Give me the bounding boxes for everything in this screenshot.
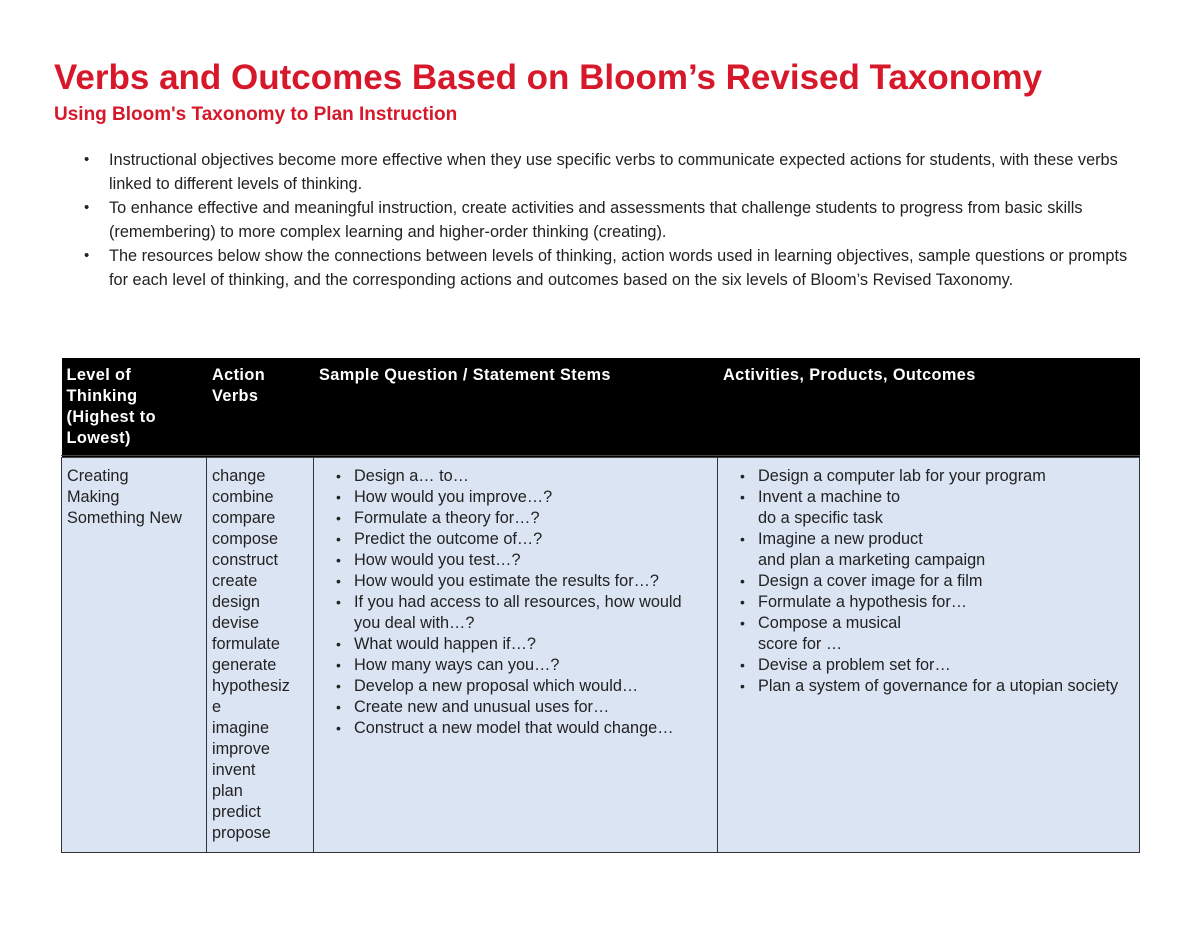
verb-item-text: design <box>212 593 260 611</box>
stem-item <box>319 676 712 697</box>
bullet-icon: • <box>740 594 745 610</box>
outcomes-cell <box>718 457 1140 853</box>
verb-item <box>212 571 308 592</box>
stem-item-text: How would you estimate the results for…? <box>354 572 659 590</box>
bullet-icon: • <box>336 720 341 736</box>
bullet-icon: • <box>84 151 90 168</box>
intro-bullet <box>78 244 1148 292</box>
verb-item <box>212 550 308 571</box>
verb-item-text: hypothesiz e <box>212 677 290 716</box>
header-verbs: Action Verbs <box>207 358 314 457</box>
verb-item <box>212 592 308 613</box>
stem-item <box>319 571 712 592</box>
bullet-icon: • <box>336 594 341 610</box>
bullet-icon: • <box>336 699 341 715</box>
verb-item-text: compare <box>212 509 276 527</box>
verb-item-text: create <box>212 572 258 590</box>
bloom-taxonomy-table <box>61 358 1140 853</box>
outcome-item <box>723 529 1134 571</box>
verb-item-text: propose <box>212 824 271 842</box>
stem-item <box>319 487 712 508</box>
verb-item <box>212 781 308 802</box>
intro-bullet-text: To enhance effective and meaningful instruction, create activities and assessments that challenge students to progress from basic skills (remembering) to more complex learning and higher-order thinking (creating). <box>109 199 1083 241</box>
page-subtitle: Using Bloom's Taxonomy to Plan Instruction <box>54 104 458 125</box>
bullet-icon: • <box>336 657 341 673</box>
stem-item <box>319 529 712 550</box>
header-outcomes: Activities, Products, Outcomes <box>718 358 1140 457</box>
verb-item <box>212 823 308 844</box>
stem-item <box>319 634 712 655</box>
verb-item <box>212 655 308 676</box>
verb-item <box>212 508 308 529</box>
bullet-icon: • <box>740 468 745 484</box>
intro-bullet <box>78 196 1148 244</box>
bullet-icon: • <box>740 678 745 694</box>
verb-item-text: construct <box>212 551 279 569</box>
intro-bullet-text: Instructional objectives become more effective when they use specific verbs to communicate expected actions for students, with these verbs linked to different levels of thinking. <box>109 151 1118 193</box>
outcome-item-text: Design a computer lab for your program <box>758 467 1046 485</box>
stem-item <box>319 592 712 634</box>
bullet-icon: • <box>740 657 745 673</box>
outcome-item <box>723 487 1134 529</box>
verb-list <box>212 466 308 844</box>
table-header-row <box>62 358 1140 457</box>
bullet-icon: • <box>740 615 745 631</box>
verb-item <box>212 466 308 487</box>
verb-item-text: generate <box>212 656 277 674</box>
stem-item-text: Develop a new proposal which would… <box>354 677 639 695</box>
outcome-item <box>723 592 1134 613</box>
verb-item-text: combine <box>212 488 274 506</box>
stem-item <box>319 718 712 739</box>
verb-item <box>212 739 308 760</box>
verbs-cell <box>207 457 314 853</box>
outcome-item-text: Formulate a hypothesis for… <box>758 593 968 611</box>
verb-item-text: compose <box>212 530 279 548</box>
outcome-item-text: Design a cover image for a film <box>758 572 983 590</box>
verb-item-text: predict <box>212 803 261 821</box>
outcome-item-text: Compose a musical score for … <box>758 614 901 653</box>
stem-item-text: If you had access to all resources, how would you deal with…? <box>354 593 682 632</box>
header-stems: Sample Question / Statement Stems <box>314 358 718 457</box>
verb-item <box>212 487 308 508</box>
stem-item-text: What would happen if…? <box>354 635 536 653</box>
verb-item <box>212 529 308 550</box>
outcome-item <box>723 613 1134 655</box>
verb-item-text: plan <box>212 782 243 800</box>
outcome-item-text: Imagine a new product and plan a marketing campaign <box>758 530 986 569</box>
verb-item <box>212 613 308 634</box>
verb-item <box>212 718 308 739</box>
outcome-item-text: Devise a problem set for… <box>758 656 951 674</box>
stem-item-text: Predict the outcome of…? <box>354 530 543 548</box>
bullet-icon: • <box>336 531 341 547</box>
stem-item <box>319 550 712 571</box>
verb-item-text: invent <box>212 761 256 779</box>
stem-item <box>319 655 712 676</box>
stem-item-text: Design a… to… <box>354 467 469 485</box>
page-title: Verbs and Outcomes Based on Bloom’s Revised Taxonomy <box>54 58 1043 97</box>
verb-item-text: change <box>212 467 266 485</box>
verb-item <box>212 802 308 823</box>
bullet-icon: • <box>336 489 341 505</box>
bullet-icon: • <box>740 573 745 589</box>
bullet-icon: • <box>336 510 341 526</box>
verb-item <box>212 634 308 655</box>
stem-item-text: How would you test…? <box>354 551 521 569</box>
bullet-icon: • <box>84 199 90 216</box>
table-row <box>62 457 1140 853</box>
intro-bullet-list <box>78 148 1148 292</box>
bullet-icon: • <box>336 468 341 484</box>
bullet-icon: • <box>336 678 341 694</box>
stem-item <box>319 466 712 487</box>
bullet-icon: • <box>336 636 341 652</box>
outcome-item <box>723 655 1134 676</box>
verb-item <box>212 760 308 781</box>
stem-item-text: Construct a new model that would change… <box>354 719 674 737</box>
verb-item <box>212 676 308 718</box>
bullet-icon: • <box>336 573 341 589</box>
header-level: Level of Thinking (Highest to Lowest) <box>62 358 207 457</box>
outcome-item <box>723 676 1134 697</box>
bullet-icon: • <box>336 552 341 568</box>
stem-item-text: How many ways can you…? <box>354 656 560 674</box>
stems-cell <box>314 457 718 853</box>
intro-bullet-text: The resources below show the connections between levels of thinking, action words used in learning objectives, sample questions or prompts for each level of thinking, and the corresponding actions and outcomes based on the six levels of Bloom’s Revised Taxonomy. <box>109 247 1128 289</box>
verb-item-text: devise <box>212 614 260 632</box>
stem-list <box>319 466 712 739</box>
verb-item-text: formulate <box>212 635 280 653</box>
outcome-item-text: Invent a machine to do a specific task <box>758 488 901 527</box>
level-cell: Creating Making Something New <box>62 457 207 853</box>
verb-item-text: imagine <box>212 719 270 737</box>
bullet-icon: • <box>740 489 745 505</box>
stem-item-text: Formulate a theory for…? <box>354 509 540 527</box>
stem-item-text: How would you improve…? <box>354 488 553 506</box>
verb-item-text: improve <box>212 740 270 758</box>
bullet-icon: • <box>740 531 745 547</box>
outcome-list <box>723 466 1134 697</box>
outcome-item <box>723 466 1134 487</box>
bullet-icon: • <box>84 247 90 264</box>
stem-item-text: Create new and unusual uses for… <box>354 698 610 716</box>
outcome-item <box>723 571 1134 592</box>
outcome-item-text: Plan a system of governance for a utopian society <box>758 677 1119 695</box>
intro-bullet <box>78 148 1148 196</box>
stem-item <box>319 508 712 529</box>
stem-item <box>319 697 712 718</box>
